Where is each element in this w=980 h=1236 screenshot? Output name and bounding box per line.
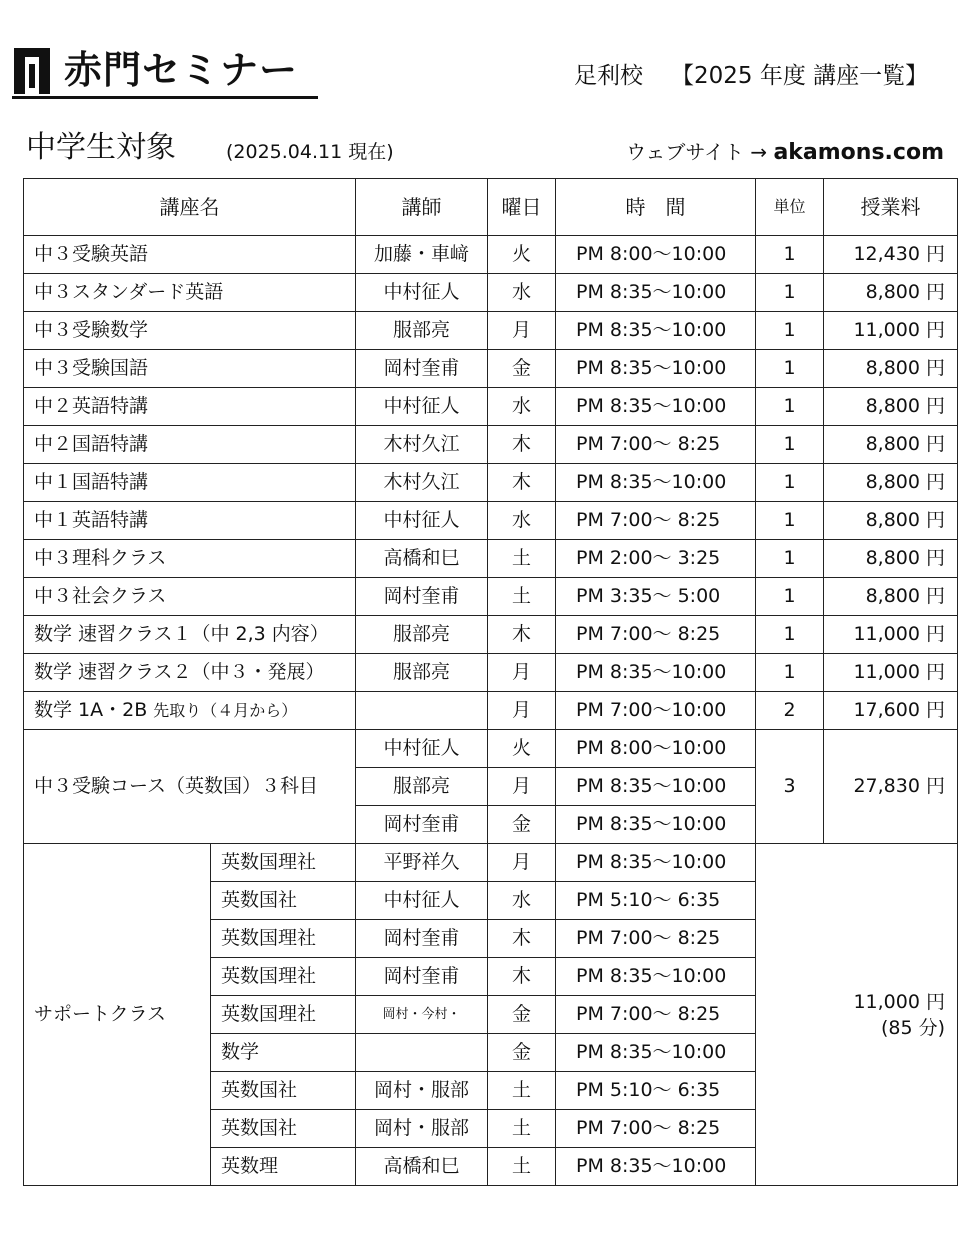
course-name-cell bbox=[24, 654, 356, 692]
course-name: 数学 1A・2B bbox=[34, 699, 148, 721]
teacher-cell: 岡村奎甫 bbox=[356, 920, 488, 958]
units-cell: 1 bbox=[756, 464, 824, 502]
course-note: 先取り（４月から） bbox=[153, 701, 298, 720]
combo-fee-cell: 27,830 円 bbox=[824, 730, 958, 844]
table-row bbox=[24, 388, 958, 426]
time-cell: PM 8:35〜10:00 bbox=[556, 1148, 756, 1186]
time-cell: PM 8:35〜10:00 bbox=[556, 312, 756, 350]
subjects-cell: 英数国社 bbox=[211, 882, 356, 920]
subjects-cell: 英数国理社 bbox=[211, 996, 356, 1034]
column-header: 講師 bbox=[356, 179, 488, 236]
time-cell: PM 2:00〜 3:25 bbox=[556, 540, 756, 578]
course-name-cell bbox=[24, 426, 356, 464]
day-cell: 土 bbox=[488, 1110, 556, 1148]
fee-cell: 11,000 円 bbox=[824, 312, 958, 350]
course-name-cell bbox=[24, 274, 356, 312]
column-header: 講座名 bbox=[24, 179, 356, 236]
time-cell: PM 8:35〜10:00 bbox=[556, 464, 756, 502]
fee-cell: 17,600 円 bbox=[824, 692, 958, 730]
teacher-cell: 木村久江 bbox=[356, 426, 488, 464]
teacher-cell: 岡村奎甫 bbox=[356, 578, 488, 616]
time-cell: PM 8:35〜10:00 bbox=[556, 274, 756, 312]
teacher-cell: 岡村・今村・ bbox=[356, 996, 488, 1034]
day-cell: 木 bbox=[488, 426, 556, 464]
combo-units-cell: 3 bbox=[756, 730, 824, 844]
subjects-cell: 英数国理社 bbox=[211, 844, 356, 882]
units-cell: 1 bbox=[756, 312, 824, 350]
day-cell: 木 bbox=[488, 464, 556, 502]
time-cell: PM 7:00〜 8:25 bbox=[556, 996, 756, 1034]
course-name-cell bbox=[24, 616, 356, 654]
subjects-cell: 英数国社 bbox=[211, 1072, 356, 1110]
logo bbox=[12, 44, 318, 100]
course-name-cell bbox=[24, 236, 356, 274]
course-name: 中１英語特講 bbox=[34, 509, 149, 531]
fee-cell: 8,800 円 bbox=[824, 464, 958, 502]
column-header: 時 間 bbox=[556, 179, 756, 236]
time-cell: PM 7:00〜 8:25 bbox=[556, 1110, 756, 1148]
school-title bbox=[574, 58, 928, 94]
fee-cell: 11,000 円 bbox=[824, 616, 958, 654]
course-name: 中３理科クラス bbox=[34, 547, 167, 569]
course-name: 中３受験国語 bbox=[34, 357, 149, 379]
teacher-cell: 岡村奎甫 bbox=[356, 806, 488, 844]
course-name: 中２英語特講 bbox=[34, 395, 149, 417]
day-cell: 木 bbox=[488, 616, 556, 654]
column-header: 曜日 bbox=[488, 179, 556, 236]
teacher-cell: 中村征人 bbox=[356, 730, 488, 768]
units-cell: 1 bbox=[756, 578, 824, 616]
course-name-cell bbox=[24, 578, 356, 616]
time-cell: PM 8:35〜10:00 bbox=[556, 654, 756, 692]
table-row bbox=[24, 502, 958, 540]
fee-cell: 8,800 円 bbox=[824, 350, 958, 388]
table-row bbox=[24, 464, 958, 502]
time-cell: PM 8:35〜10:00 bbox=[556, 768, 756, 806]
table-row bbox=[24, 426, 958, 464]
course-name: 中３受験数学 bbox=[34, 319, 149, 341]
course-schedule-table bbox=[23, 178, 958, 1186]
course-name: 中３スタンダード英語 bbox=[34, 281, 224, 303]
day-cell: 火 bbox=[488, 236, 556, 274]
table-row bbox=[24, 692, 958, 730]
subjects-cell: 数学 bbox=[211, 1034, 356, 1072]
table-row bbox=[24, 578, 958, 616]
fee-cell: 8,800 円 bbox=[824, 426, 958, 464]
time-cell: PM 8:35〜10:00 bbox=[556, 844, 756, 882]
teacher-cell: 岡村奎甫 bbox=[356, 958, 488, 996]
fee-cell: 8,800 円 bbox=[824, 274, 958, 312]
units-cell: 1 bbox=[756, 274, 824, 312]
teacher-cell: 中村征人 bbox=[356, 388, 488, 426]
teacher-cell bbox=[356, 692, 488, 730]
akamon-gate-icon bbox=[12, 46, 58, 96]
school-name: 足利校 bbox=[574, 63, 643, 89]
time-cell: PM 8:35〜10:00 bbox=[556, 806, 756, 844]
course-name-cell bbox=[24, 692, 356, 730]
table-row bbox=[24, 844, 958, 882]
teacher-cell: 中村征人 bbox=[356, 882, 488, 920]
day-cell: 水 bbox=[488, 882, 556, 920]
course-name-cell bbox=[24, 312, 356, 350]
table-row bbox=[24, 350, 958, 388]
day-cell: 金 bbox=[488, 1034, 556, 1072]
day-cell: 金 bbox=[488, 996, 556, 1034]
fee-cell: 8,800 円 bbox=[824, 502, 958, 540]
support-fee: 11,000 円 bbox=[853, 990, 945, 1013]
teacher-cell: 中村征人 bbox=[356, 502, 488, 540]
units-cell: 1 bbox=[756, 236, 824, 274]
table-row bbox=[24, 616, 958, 654]
teacher-cell bbox=[356, 1034, 488, 1072]
time-cell: PM 8:35〜10:00 bbox=[556, 350, 756, 388]
support-duration: (85 分) bbox=[880, 1016, 945, 1039]
course-name: 中２国語特講 bbox=[34, 433, 149, 455]
time-cell: PM 7:00〜 8:25 bbox=[556, 920, 756, 958]
day-cell: 金 bbox=[488, 806, 556, 844]
fee-cell: 8,800 円 bbox=[824, 540, 958, 578]
website-line bbox=[626, 138, 944, 167]
teacher-cell: 服部亮 bbox=[356, 312, 488, 350]
day-cell: 水 bbox=[488, 388, 556, 426]
teacher-cell: 服部亮 bbox=[356, 654, 488, 692]
support-course-name-cell: サポートクラス bbox=[24, 844, 211, 1186]
units-cell: 1 bbox=[756, 350, 824, 388]
table-row bbox=[24, 236, 958, 274]
subjects-cell: 英数国理社 bbox=[211, 958, 356, 996]
units-cell: 1 bbox=[756, 540, 824, 578]
time-cell: PM 7:00〜10:00 bbox=[556, 692, 756, 730]
course-name: 中３受験英語 bbox=[34, 243, 149, 265]
time-cell: PM 7:00〜 8:25 bbox=[556, 502, 756, 540]
units-cell: 1 bbox=[756, 616, 824, 654]
units-cell: 1 bbox=[756, 388, 824, 426]
day-cell: 土 bbox=[488, 1072, 556, 1110]
fee-cell: 8,800 円 bbox=[824, 388, 958, 426]
day-cell: 水 bbox=[488, 502, 556, 540]
website-link[interactable]: akamons.com bbox=[773, 140, 944, 165]
day-cell: 土 bbox=[488, 540, 556, 578]
units-cell: 1 bbox=[756, 654, 824, 692]
logo-text: 赤門セミナー bbox=[64, 48, 299, 92]
subjects-cell: 英数理 bbox=[211, 1148, 356, 1186]
time-cell: PM 7:00〜 8:25 bbox=[556, 616, 756, 654]
table-row bbox=[24, 730, 958, 768]
time-cell: PM 8:00〜10:00 bbox=[556, 236, 756, 274]
teacher-cell: 木村久江 bbox=[356, 464, 488, 502]
course-name-cell bbox=[24, 502, 356, 540]
teacher-cell: 岡村・服部 bbox=[356, 1072, 488, 1110]
teacher-cell: 岡村奎甫 bbox=[356, 350, 488, 388]
time-cell: PM 8:35〜10:00 bbox=[556, 388, 756, 426]
day-cell: 土 bbox=[488, 578, 556, 616]
course-name-cell bbox=[24, 350, 356, 388]
teacher-cell: 高橋和巳 bbox=[356, 540, 488, 578]
teacher-cell: 服部亮 bbox=[356, 768, 488, 806]
column-header: 授業料 bbox=[824, 179, 958, 236]
day-cell: 月 bbox=[488, 654, 556, 692]
teacher-cell: 高橋和巳 bbox=[356, 1148, 488, 1186]
time-cell: PM 5:10〜 6:35 bbox=[556, 882, 756, 920]
course-name: 数学 速習クラス２（中３・発展） bbox=[34, 661, 325, 683]
day-cell: 金 bbox=[488, 350, 556, 388]
course-name: 数学 速習クラス１（中 2,3 内容） bbox=[34, 623, 329, 645]
units-cell: 2 bbox=[756, 692, 824, 730]
fee-cell: 8,800 円 bbox=[824, 578, 958, 616]
teacher-cell: 中村征人 bbox=[356, 274, 488, 312]
day-cell: 月 bbox=[488, 844, 556, 882]
teacher-cell: 加藤・車﨑 bbox=[356, 236, 488, 274]
combo-course-name-cell: 中３受験コース（英数国）３科目 bbox=[24, 730, 356, 844]
time-cell: PM 7:00〜 8:25 bbox=[556, 426, 756, 464]
subjects-cell: 英数国理社 bbox=[211, 920, 356, 958]
course-name-cell bbox=[24, 388, 356, 426]
subjects-cell: 英数国社 bbox=[211, 1110, 356, 1148]
fee-cell: 11,000 円 bbox=[824, 654, 958, 692]
teacher-cell: 岡村・服部 bbox=[356, 1110, 488, 1148]
time-cell: PM 8:35〜10:00 bbox=[556, 1034, 756, 1072]
day-cell: 月 bbox=[488, 312, 556, 350]
time-cell: PM 8:00〜10:00 bbox=[556, 730, 756, 768]
table-row bbox=[24, 654, 958, 692]
fee-cell: 12,430 円 bbox=[824, 236, 958, 274]
time-cell: PM 8:35〜10:00 bbox=[556, 958, 756, 996]
table-row bbox=[24, 274, 958, 312]
units-cell: 1 bbox=[756, 426, 824, 464]
table-header-row bbox=[24, 179, 958, 236]
time-cell: PM 3:35〜 5:00 bbox=[556, 578, 756, 616]
course-name-cell bbox=[24, 464, 356, 502]
section-title: 中学生対象 bbox=[26, 130, 176, 165]
teacher-cell: 服部亮 bbox=[356, 616, 488, 654]
day-cell: 水 bbox=[488, 274, 556, 312]
day-cell: 月 bbox=[488, 768, 556, 806]
day-cell: 木 bbox=[488, 958, 556, 996]
as-of-date: (2025.04.11 現在) bbox=[226, 141, 394, 163]
document-title: 【2025 年度 講座一覧】 bbox=[671, 63, 929, 89]
column-header: 単位 bbox=[756, 179, 824, 236]
day-cell: 月 bbox=[488, 692, 556, 730]
course-name: 中３社会クラス bbox=[34, 585, 167, 607]
teacher-cell: 平野祥久 bbox=[356, 844, 488, 882]
day-cell: 土 bbox=[488, 1148, 556, 1186]
table-row bbox=[24, 312, 958, 350]
day-cell: 火 bbox=[488, 730, 556, 768]
day-cell: 木 bbox=[488, 920, 556, 958]
support-fee-cell bbox=[756, 844, 958, 1186]
time-cell: PM 5:10〜 6:35 bbox=[556, 1072, 756, 1110]
course-name-cell bbox=[24, 540, 356, 578]
table-row bbox=[24, 540, 958, 578]
website-label: ウェブサイト → bbox=[626, 140, 768, 164]
units-cell: 1 bbox=[756, 502, 824, 540]
logo-underline bbox=[12, 96, 318, 99]
course-name: 中１国語特講 bbox=[34, 471, 149, 493]
